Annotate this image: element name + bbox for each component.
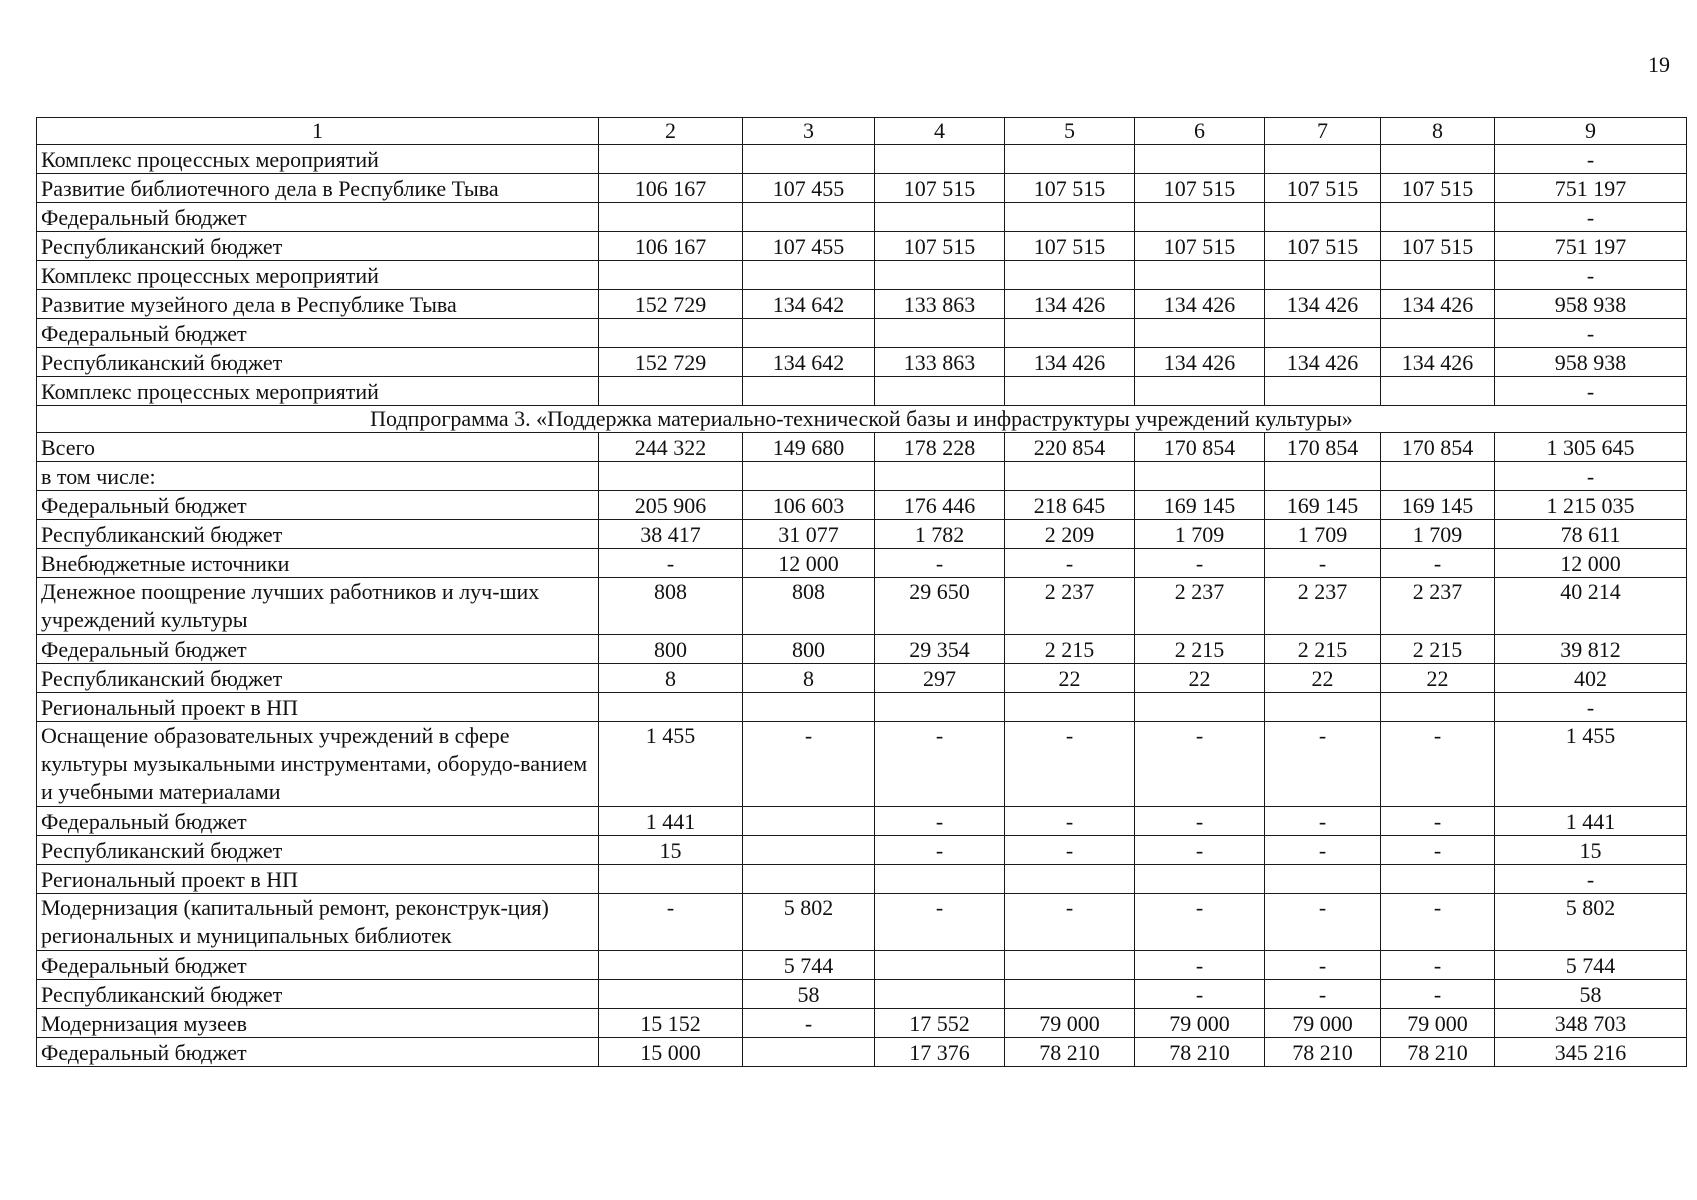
table-body	[37, 118, 1687, 1067]
row-label: Республиканский бюджет	[37, 980, 599, 1009]
cell-column-3: 134 642	[743, 348, 875, 377]
row-label: Развитие библиотечного дела в Республике Тыва	[37, 174, 599, 203]
cell-column-3	[743, 319, 875, 348]
cell-column-6: -	[1135, 894, 1265, 951]
cell-column-6: 2 215	[1135, 635, 1265, 664]
cell-column-9: 5 744	[1495, 951, 1687, 980]
cell-column-5: -	[1005, 894, 1135, 951]
cell-column-2: 808	[599, 578, 743, 635]
page-number: 19	[1648, 52, 1670, 77]
column-number-6: 6	[1135, 118, 1265, 145]
cell-column-8	[1381, 462, 1495, 491]
cell-column-6: -	[1135, 807, 1265, 836]
cell-column-3: 31 077	[743, 520, 875, 549]
cell-column-8: 134 426	[1381, 348, 1495, 377]
cell-column-7	[1265, 377, 1381, 406]
table-row	[37, 261, 1687, 290]
cell-column-3: 5 802	[743, 894, 875, 951]
cell-column-6: -	[1135, 951, 1265, 980]
row-label: в том числе:	[37, 462, 599, 491]
row-label: Федеральный бюджет	[37, 807, 599, 836]
cell-column-6: 1 709	[1135, 520, 1265, 549]
cell-column-4	[875, 319, 1005, 348]
cell-column-2: 152 729	[599, 348, 743, 377]
cell-column-3	[743, 693, 875, 722]
cell-column-5	[1005, 951, 1135, 980]
cell-column-7: -	[1265, 722, 1381, 807]
cell-column-8: 169 145	[1381, 491, 1495, 520]
table-row	[37, 865, 1687, 894]
cell-column-5	[1005, 865, 1135, 894]
cell-column-9: -	[1495, 319, 1687, 348]
table-row	[37, 894, 1687, 951]
cell-column-2: 244 322	[599, 433, 743, 462]
cell-column-5: 134 426	[1005, 290, 1135, 319]
cell-column-6: -	[1135, 722, 1265, 807]
row-label: Республиканский бюджет	[37, 232, 599, 261]
cell-column-4	[875, 951, 1005, 980]
cell-column-3: 58	[743, 980, 875, 1009]
cell-column-6	[1135, 203, 1265, 232]
cell-column-4	[875, 462, 1005, 491]
cell-column-6: 134 426	[1135, 290, 1265, 319]
table-row	[37, 348, 1687, 377]
row-label: Комплекс процессных мероприятий	[37, 377, 599, 406]
column-number-2: 2	[599, 118, 743, 145]
cell-column-8: -	[1381, 836, 1495, 865]
cell-column-6: 107 515	[1135, 174, 1265, 203]
cell-column-9: 345 216	[1495, 1038, 1687, 1067]
cell-column-4: -	[875, 894, 1005, 951]
cell-column-4: -	[875, 722, 1005, 807]
cell-column-4: 297	[875, 664, 1005, 693]
cell-column-8: 78 210	[1381, 1038, 1495, 1067]
cell-column-3: 12 000	[743, 549, 875, 578]
cell-column-6: 79 000	[1135, 1009, 1265, 1038]
row-label: Республиканский бюджет	[37, 348, 599, 377]
table-row	[37, 578, 1687, 635]
cell-column-9: 958 938	[1495, 348, 1687, 377]
table-row	[37, 1009, 1687, 1038]
cell-column-4: 133 863	[875, 290, 1005, 319]
cell-column-7	[1265, 145, 1381, 174]
table-row	[37, 693, 1687, 722]
cell-column-8: 22	[1381, 664, 1495, 693]
cell-column-5	[1005, 462, 1135, 491]
table-row	[37, 951, 1687, 980]
cell-column-5	[1005, 203, 1135, 232]
column-number-5: 5	[1005, 118, 1135, 145]
cell-column-2: 152 729	[599, 290, 743, 319]
cell-column-2: 15 152	[599, 1009, 743, 1038]
cell-column-5	[1005, 980, 1135, 1009]
cell-column-7: 2 215	[1265, 635, 1381, 664]
row-label: Федеральный бюджет	[37, 203, 599, 232]
table-row	[37, 377, 1687, 406]
cell-column-4	[875, 693, 1005, 722]
cell-column-3	[743, 462, 875, 491]
cell-column-5	[1005, 377, 1135, 406]
cell-column-2	[599, 951, 743, 980]
cell-column-3	[743, 261, 875, 290]
cell-column-7: -	[1265, 894, 1381, 951]
cell-column-5: 2 209	[1005, 520, 1135, 549]
cell-column-8: -	[1381, 951, 1495, 980]
cell-column-4: 1 782	[875, 520, 1005, 549]
cell-column-7: 134 426	[1265, 290, 1381, 319]
row-label: Федеральный бюджет	[37, 491, 599, 520]
cell-column-4: -	[875, 807, 1005, 836]
cell-column-4: 29 354	[875, 635, 1005, 664]
row-label: Модернизация музеев	[37, 1009, 599, 1038]
cell-column-6: 170 854	[1135, 433, 1265, 462]
cell-column-7: -	[1265, 807, 1381, 836]
cell-column-8	[1381, 693, 1495, 722]
cell-column-3: 134 642	[743, 290, 875, 319]
budget-table	[36, 117, 1687, 1067]
cell-column-9: 15	[1495, 836, 1687, 865]
cell-column-8: 2 237	[1381, 578, 1495, 635]
table-row	[37, 203, 1687, 232]
row-label: Федеральный бюджет	[37, 635, 599, 664]
cell-column-3	[743, 1038, 875, 1067]
cell-column-9: -	[1495, 203, 1687, 232]
cell-column-4: 176 446	[875, 491, 1005, 520]
cell-column-3: 800	[743, 635, 875, 664]
table-row	[37, 433, 1687, 462]
cell-column-6: 2 237	[1135, 578, 1265, 635]
cell-column-3: 8	[743, 664, 875, 693]
cell-column-2	[599, 693, 743, 722]
row-label: Денежное поощрение лучших работников и луч-ших учреждений культуры	[37, 578, 599, 635]
cell-column-5: 78 210	[1005, 1038, 1135, 1067]
cell-column-2: 800	[599, 635, 743, 664]
cell-column-3: 107 455	[743, 232, 875, 261]
cell-column-7	[1265, 462, 1381, 491]
column-number-9: 9	[1495, 118, 1687, 145]
cell-column-9: -	[1495, 377, 1687, 406]
column-number-3: 3	[743, 118, 875, 145]
cell-column-4	[875, 980, 1005, 1009]
cell-column-3: 106 603	[743, 491, 875, 520]
cell-column-8	[1381, 145, 1495, 174]
cell-column-2	[599, 145, 743, 174]
column-number-header-row	[37, 118, 1687, 145]
table-row	[37, 664, 1687, 693]
cell-column-9: 1 215 035	[1495, 491, 1687, 520]
cell-column-8: 1 709	[1381, 520, 1495, 549]
cell-column-2: 205 906	[599, 491, 743, 520]
cell-column-7	[1265, 319, 1381, 348]
cell-column-6	[1135, 462, 1265, 491]
cell-column-9: 40 214	[1495, 578, 1687, 635]
cell-column-8: 2 215	[1381, 635, 1495, 664]
table-row	[37, 980, 1687, 1009]
cell-column-3: 107 455	[743, 174, 875, 203]
cell-column-9: 751 197	[1495, 232, 1687, 261]
cell-column-7: 2 237	[1265, 578, 1381, 635]
cell-column-4: 133 863	[875, 348, 1005, 377]
cell-column-4: 29 650	[875, 578, 1005, 635]
cell-column-9: -	[1495, 693, 1687, 722]
cell-column-8: 107 515	[1381, 232, 1495, 261]
cell-column-7: 170 854	[1265, 433, 1381, 462]
row-label: Республиканский бюджет	[37, 836, 599, 865]
cell-column-9: 958 938	[1495, 290, 1687, 319]
row-label: Федеральный бюджет	[37, 951, 599, 980]
cell-column-2	[599, 319, 743, 348]
cell-column-3: 149 680	[743, 433, 875, 462]
cell-column-6: -	[1135, 980, 1265, 1009]
cell-column-2	[599, 980, 743, 1009]
cell-column-8	[1381, 865, 1495, 894]
cell-column-2: -	[599, 549, 743, 578]
cell-column-5: 134 426	[1005, 348, 1135, 377]
cell-column-3	[743, 865, 875, 894]
cell-column-5: 107 515	[1005, 232, 1135, 261]
cell-column-3	[743, 145, 875, 174]
cell-column-6	[1135, 693, 1265, 722]
cell-column-8: -	[1381, 807, 1495, 836]
cell-column-7: 78 210	[1265, 1038, 1381, 1067]
column-number-4: 4	[875, 118, 1005, 145]
table-row	[37, 491, 1687, 520]
table-row	[37, 462, 1687, 491]
cell-column-5	[1005, 145, 1135, 174]
cell-column-8: -	[1381, 722, 1495, 807]
cell-column-9: -	[1495, 865, 1687, 894]
table-row	[37, 722, 1687, 807]
row-label: Развитие музейного дела в Республике Тыва	[37, 290, 599, 319]
cell-column-3: -	[743, 722, 875, 807]
cell-column-5: 2 215	[1005, 635, 1135, 664]
cell-column-6: -	[1135, 836, 1265, 865]
cell-column-2	[599, 203, 743, 232]
row-label: Всего	[37, 433, 599, 462]
table-row	[37, 635, 1687, 664]
cell-column-4	[875, 145, 1005, 174]
row-label: Региональный проект в НП	[37, 865, 599, 894]
cell-column-6: 22	[1135, 664, 1265, 693]
cell-column-7	[1265, 261, 1381, 290]
column-number-1: 1	[37, 118, 599, 145]
cell-column-5: -	[1005, 549, 1135, 578]
cell-column-7: 22	[1265, 664, 1381, 693]
row-label: Комплекс процессных мероприятий	[37, 261, 599, 290]
cell-column-2: 15	[599, 836, 743, 865]
cell-column-9: 1 455	[1495, 722, 1687, 807]
cell-column-3: -	[743, 1009, 875, 1038]
cell-column-2: 38 417	[599, 520, 743, 549]
cell-column-9: -	[1495, 261, 1687, 290]
cell-column-4	[875, 377, 1005, 406]
cell-column-8: 134 426	[1381, 290, 1495, 319]
cell-column-9: 1 441	[1495, 807, 1687, 836]
subprogram-title: Подпрограмма 3. «Поддержка материально-технической базы и инфраструктуры учреждений культуры»	[37, 406, 1687, 433]
row-label: Модернизация (капитальный ремонт, реконструк-ция) региональных и муниципальных библиотек	[37, 894, 599, 951]
cell-column-8: 170 854	[1381, 433, 1495, 462]
cell-column-9: 58	[1495, 980, 1687, 1009]
cell-column-9: 5 802	[1495, 894, 1687, 951]
cell-column-4	[875, 261, 1005, 290]
cell-column-2: 15 000	[599, 1038, 743, 1067]
cell-column-4: 107 515	[875, 174, 1005, 203]
table-row	[37, 145, 1687, 174]
cell-column-9: 39 812	[1495, 635, 1687, 664]
cell-column-2	[599, 261, 743, 290]
cell-column-2: 106 167	[599, 174, 743, 203]
row-label: Оснащение образовательных учреждений в сфере культуры музыкальными инструментами, оборудо-ванием и учебными материалами	[37, 722, 599, 807]
cell-column-7: 134 426	[1265, 348, 1381, 377]
column-number-7: 7	[1265, 118, 1381, 145]
cell-column-8: 107 515	[1381, 174, 1495, 203]
row-label: Федеральный бюджет	[37, 319, 599, 348]
table-row	[37, 232, 1687, 261]
cell-column-3: 5 744	[743, 951, 875, 980]
cell-column-3	[743, 377, 875, 406]
cell-column-8	[1381, 377, 1495, 406]
cell-column-7: -	[1265, 836, 1381, 865]
cell-column-9: 751 197	[1495, 174, 1687, 203]
cell-column-8	[1381, 261, 1495, 290]
cell-column-2: -	[599, 894, 743, 951]
cell-column-7: 107 515	[1265, 174, 1381, 203]
cell-column-7: 79 000	[1265, 1009, 1381, 1038]
cell-column-6	[1135, 261, 1265, 290]
cell-column-6: -	[1135, 549, 1265, 578]
cell-column-4: 178 228	[875, 433, 1005, 462]
cell-column-5	[1005, 693, 1135, 722]
cell-column-8: -	[1381, 894, 1495, 951]
table-row	[37, 836, 1687, 865]
row-label: Внебюджетные источники	[37, 549, 599, 578]
cell-column-3	[743, 203, 875, 232]
table-row	[37, 174, 1687, 203]
cell-column-2	[599, 462, 743, 491]
cell-column-2: 1 441	[599, 807, 743, 836]
cell-column-5: -	[1005, 807, 1135, 836]
cell-column-8: -	[1381, 980, 1495, 1009]
cell-column-7: 107 515	[1265, 232, 1381, 261]
cell-column-9: 402	[1495, 664, 1687, 693]
cell-column-4: 17 552	[875, 1009, 1005, 1038]
cell-column-6: 107 515	[1135, 232, 1265, 261]
cell-column-4: -	[875, 836, 1005, 865]
cell-column-7	[1265, 865, 1381, 894]
table-row	[37, 807, 1687, 836]
cell-column-7	[1265, 203, 1381, 232]
cell-column-2: 1 455	[599, 722, 743, 807]
cell-column-4: 17 376	[875, 1038, 1005, 1067]
cell-column-6: 78 210	[1135, 1038, 1265, 1067]
cell-column-5	[1005, 319, 1135, 348]
cell-column-9: 12 000	[1495, 549, 1687, 578]
cell-column-5: 2 237	[1005, 578, 1135, 635]
cell-column-2	[599, 865, 743, 894]
cell-column-7: 1 709	[1265, 520, 1381, 549]
cell-column-3	[743, 836, 875, 865]
cell-column-9: -	[1495, 145, 1687, 174]
table-row	[37, 290, 1687, 319]
cell-column-5: 22	[1005, 664, 1135, 693]
cell-column-5: 79 000	[1005, 1009, 1135, 1038]
cell-column-4	[875, 865, 1005, 894]
cell-column-6	[1135, 865, 1265, 894]
subprogram-section-row	[37, 406, 1687, 433]
cell-column-9: 348 703	[1495, 1009, 1687, 1038]
cell-column-9: 1 305 645	[1495, 433, 1687, 462]
cell-column-6: 169 145	[1135, 491, 1265, 520]
row-label: Комплекс процессных мероприятий	[37, 145, 599, 174]
table-row	[37, 520, 1687, 549]
cell-column-5: -	[1005, 722, 1135, 807]
cell-column-4	[875, 203, 1005, 232]
cell-column-9: 78 611	[1495, 520, 1687, 549]
column-number-8: 8	[1381, 118, 1495, 145]
table-row	[37, 549, 1687, 578]
cell-column-7: 169 145	[1265, 491, 1381, 520]
cell-column-2	[599, 377, 743, 406]
cell-column-5	[1005, 261, 1135, 290]
cell-column-7	[1265, 693, 1381, 722]
cell-column-4: -	[875, 549, 1005, 578]
row-label: Республиканский бюджет	[37, 664, 599, 693]
cell-column-5: 220 854	[1005, 433, 1135, 462]
row-label: Республиканский бюджет	[37, 520, 599, 549]
table-row	[37, 1038, 1687, 1067]
cell-column-5: 218 645	[1005, 491, 1135, 520]
cell-column-8	[1381, 319, 1495, 348]
cell-column-2: 106 167	[599, 232, 743, 261]
table-row	[37, 319, 1687, 348]
cell-column-4: 107 515	[875, 232, 1005, 261]
row-label: Региональный проект в НП	[37, 693, 599, 722]
cell-column-8	[1381, 203, 1495, 232]
cell-column-6	[1135, 145, 1265, 174]
cell-column-2: 8	[599, 664, 743, 693]
cell-column-3	[743, 807, 875, 836]
cell-column-3: 808	[743, 578, 875, 635]
row-label: Федеральный бюджет	[37, 1038, 599, 1067]
cell-column-9: -	[1495, 462, 1687, 491]
cell-column-6	[1135, 319, 1265, 348]
cell-column-6	[1135, 377, 1265, 406]
cell-column-5: -	[1005, 836, 1135, 865]
cell-column-5: 107 515	[1005, 174, 1135, 203]
cell-column-8: -	[1381, 549, 1495, 578]
cell-column-7: -	[1265, 951, 1381, 980]
cell-column-7: -	[1265, 549, 1381, 578]
cell-column-8: 79 000	[1381, 1009, 1495, 1038]
cell-column-7: -	[1265, 980, 1381, 1009]
cell-column-6: 134 426	[1135, 348, 1265, 377]
